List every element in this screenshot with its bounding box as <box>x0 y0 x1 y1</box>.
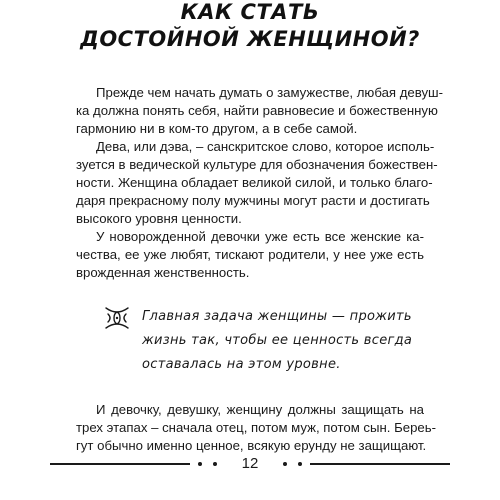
ornament-icon <box>104 306 130 330</box>
paragraph-3-line-3: врожденная женственность. <box>76 265 250 280</box>
quote-line-1: Главная задача женщины — прожить <box>142 309 412 324</box>
paragraph-3-line-1: У новорожденной девочки уже есть все женские ка- <box>96 229 424 244</box>
footer-dot <box>298 462 302 466</box>
paragraph-2-line-2: зуется в ведической культуре для обозначения божествен- <box>76 157 438 172</box>
paragraph-2-line-5: высокого уровня ценности. <box>76 211 242 226</box>
paragraph-4-line-2: трех этапах – сначала отец, потом муж, потом сын. Береь- <box>76 420 437 435</box>
page-title-line-2: ДОСТОЙНОЙ ЖЕНЩИНОЙ? <box>80 27 420 51</box>
paragraph-4-line-1: И девочку, девушку, женщину должны защищать на <box>96 402 424 417</box>
paragraph-2-line-4: даря прекрасному полу мужчины могут расти и достигать <box>76 193 430 208</box>
paragraph-1-line-3: гармонию ни в ком-то другом, а в себе самой. <box>76 121 358 136</box>
paragraph-2-line-1: Дева, или дэва, – санскритское слово, которое исполь- <box>96 139 435 154</box>
quote-line-3: оставалась на этом уровне. <box>142 357 341 372</box>
footer-rule-left <box>50 463 190 465</box>
paragraph-3-line-2: чества, ее уже любят, тискают родители, у нее уже есть <box>76 247 424 262</box>
paragraph-4-line-3: гут обычно именно ценное, всякую ерунду не защищают. <box>76 438 427 453</box>
quote-line-2: жизнь так, чтобы ее ценность всегда <box>142 333 413 348</box>
paragraph-2-line-3: ности. Женщина обладает великой силой, и только благо- <box>76 175 433 190</box>
footer-dot <box>283 462 287 466</box>
page-title-line-1: КАК СТАТЬ <box>180 0 320 24</box>
footer-dot <box>213 462 217 466</box>
page-number: 12 <box>241 455 259 472</box>
paragraph-1-line-1: Прежде чем начать думать о замужестве, любая девуш- <box>96 85 444 100</box>
footer-rule-right <box>310 463 450 465</box>
footer-dot <box>198 462 202 466</box>
page-footer <box>0 452 500 476</box>
paragraph-1-line-2: ка должна понять себя, найти равновесие и божественную <box>76 103 438 118</box>
